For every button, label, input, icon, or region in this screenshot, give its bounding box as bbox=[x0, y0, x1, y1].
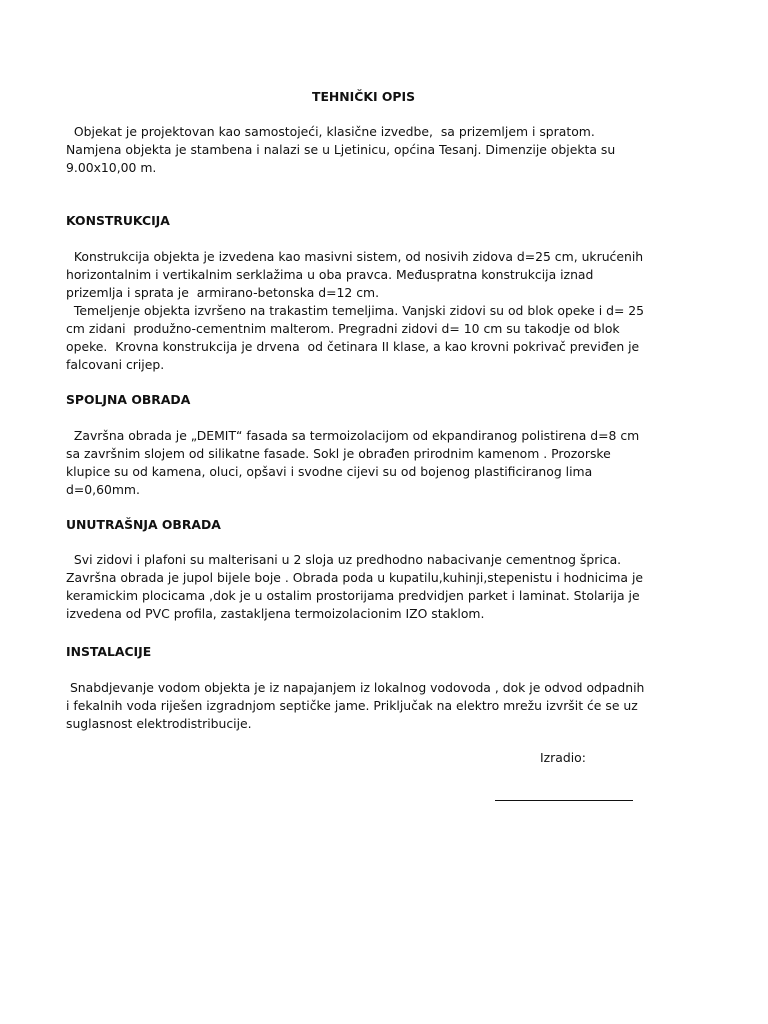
paragraph-line: cm zidani produžno-cementnim malterom. Pregradni zidovi d= 10 cm su takodje od blok bbox=[66, 321, 620, 336]
paragraph-line: Namjena objekta je stambena i nalazi se u Ljetinicu, općina Tesanj. Dimenzije objekta su bbox=[66, 142, 616, 157]
paragraph-line: Temeljenje objekta izvršeno na trakastim temeljima. Vanjski zidovi su od blok opeke i d= 25 bbox=[66, 303, 645, 318]
section-heading-instalacije: INSTALACIJE bbox=[66, 644, 152, 659]
section-body-spoljna-obrada bbox=[66, 427, 666, 499]
paragraph-line: izvedena od PVC profila, zastakljena termoizolacionim IZO staklom. bbox=[66, 606, 485, 621]
paragraph-line: opeke. Krovna konstrukcija je drvena od četinara II klase, a kao krovni pokrivač previđen je bbox=[66, 339, 640, 354]
intro-paragraph bbox=[66, 123, 666, 177]
signature-line bbox=[495, 800, 633, 801]
paragraph-line: Završna obrada je jupol bijele boje . Obrada poda u kupatilu,kuhinji,stepenistu i hodnicima je bbox=[66, 570, 644, 585]
paragraph-line: sa završnim slojem od silikatne fasade. Sokl je obrađen prirodnim kamenom . Prozorske bbox=[66, 446, 611, 461]
paragraph-line: Konstrukcija objekta je izvedena kao masivni sistem, od nosivih zidova d=25 cm, ukrućenih bbox=[66, 249, 644, 264]
paragraph-line: keramickim plocicama ,dok je u ostalim prostorijama predvidjen parket i laminat. Stolarija je bbox=[66, 588, 640, 603]
paragraph-line: 9.00x10,00 m. bbox=[66, 160, 157, 175]
paragraph-line: Objekat je projektovan kao samostojeći, klasične izvedbe, sa prizemljem i spratom. bbox=[66, 124, 595, 139]
paragraph-line: Snabdjevanje vodom objekta je iz napajanjem iz lokalnog vodovoda , dok je odvod odpadnih bbox=[66, 680, 645, 695]
signature-label: Izradio: bbox=[540, 750, 586, 765]
section-body-konstrukcija bbox=[66, 248, 666, 374]
section-body-instalacije bbox=[66, 679, 666, 733]
document-title: TEHNIČKI OPIS bbox=[312, 89, 416, 104]
paragraph-line: falcovani crijep. bbox=[66, 357, 165, 372]
paragraph-line: d=0,60mm. bbox=[66, 482, 140, 497]
section-heading-konstrukcija: KONSTRUKCIJA bbox=[66, 213, 170, 228]
paragraph-line: horizontalnim i vertikalnim serklažima u oba pravca. Međuspratna konstrukcija iznad bbox=[66, 267, 594, 282]
section-heading-unutrasnja-obrada: UNUTRAŠNJA OBRADA bbox=[66, 517, 221, 532]
paragraph-line: suglasnost elektrodistribucije. bbox=[66, 716, 252, 731]
section-body-unutrasnja-obrada bbox=[66, 551, 666, 623]
paragraph-line: prizemlja i sprata je armirano-betonska d=12 cm. bbox=[66, 285, 380, 300]
paragraph-line: klupice su od kamena, oluci, opšavi i svodne cijevi su od bojenog plastificiranog lima bbox=[66, 464, 593, 479]
paragraph-line: Završna obrada je „DEMIT“ fasada sa termoizolacijom od ekpandiranog polistirena d=8 cm bbox=[66, 428, 640, 443]
paragraph-line: Svi zidovi i plafoni su malterisani u 2 sloja uz predhodno nabacivanje cementnog šprica. bbox=[66, 552, 622, 567]
section-heading-spoljna-obrada: SPOLJNA OBRADA bbox=[66, 392, 191, 407]
paragraph-line: i fekalnih voda riješen izgradnjom septičke jame. Priključak na elektro mrežu izvršit će se uz bbox=[66, 698, 638, 713]
